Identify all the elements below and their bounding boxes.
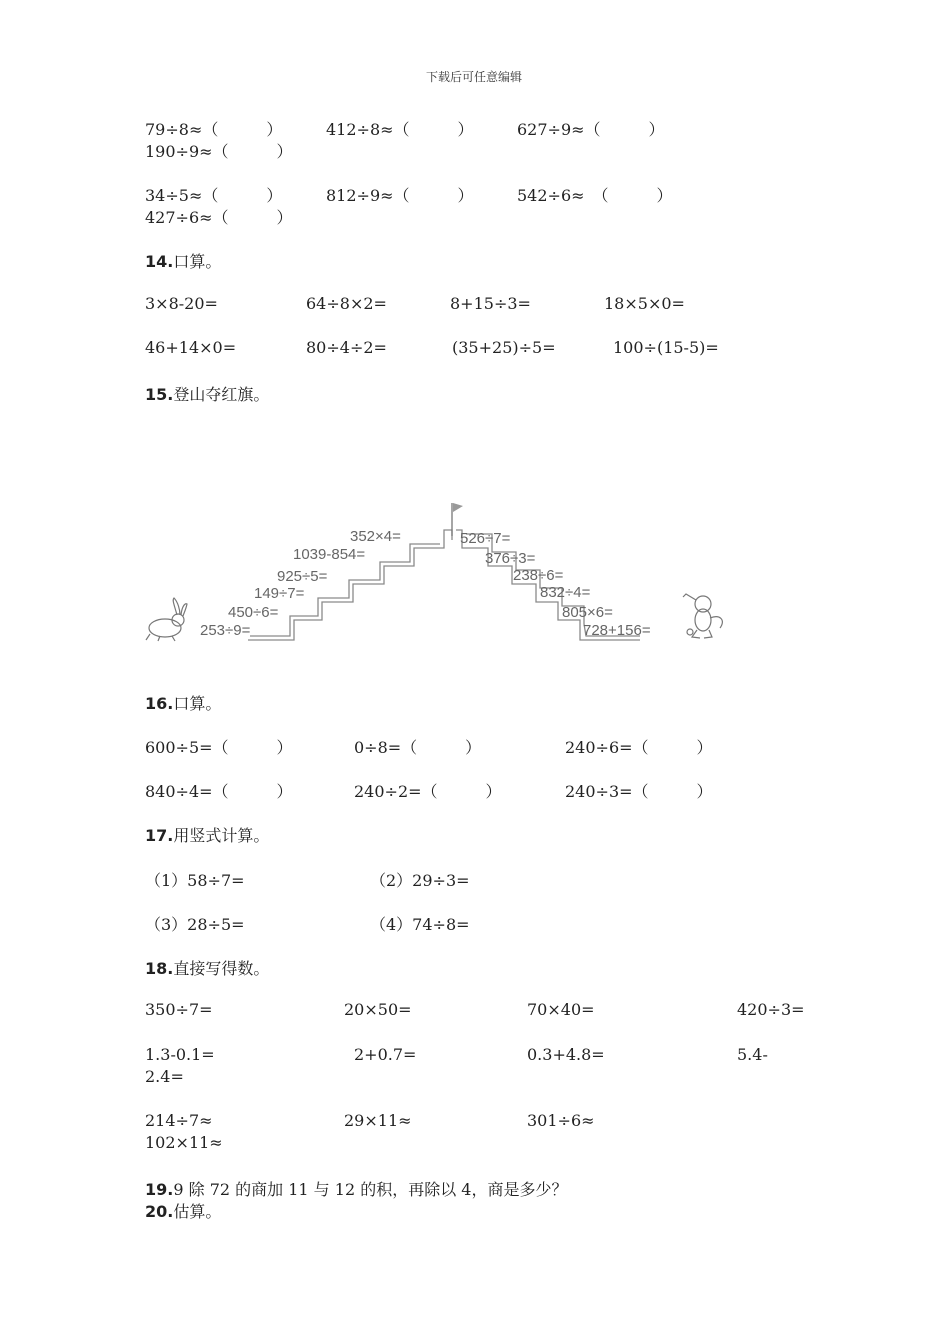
q16-item: 0÷8=（ ） [354,738,482,757]
estimate-item: 812÷9≈（ ） [326,186,474,205]
q18-item: 214÷7≈ [145,1111,213,1130]
q18-item: 20×50= [344,1000,412,1019]
step-label: 376÷3= [485,550,536,567]
question-number: 16. [145,694,174,713]
question-19-title [145,1177,567,1200]
question-18-title [145,956,269,979]
q16-item: 240÷3=（ ） [565,782,713,801]
question-16-title [145,691,221,714]
question-text: 用竖式计算。 [173,826,270,845]
question-number: 20. [145,1202,174,1221]
step-label: 832÷4= [540,584,591,601]
step-label: 352×4= [350,528,401,545]
q18-item: 70×40= [527,1000,595,1019]
q16-item: 840÷4=（ ） [145,782,293,801]
question-number: 15. [145,385,174,404]
estimate-item: 79÷8≈（ ） [145,120,283,139]
q18-item: 5.4- [737,1045,768,1064]
question-text: 直接写得数。 [173,959,270,978]
question-text: 口算。 [173,252,222,271]
rabbit-icon [146,598,187,641]
q18-item: 1.3-0.1= [145,1045,215,1064]
question-number: 18. [145,959,174,978]
q16-item: 240÷6=（ ） [565,738,713,757]
question-number: 17. [145,826,174,845]
step-label: 925÷5= [277,568,328,585]
q18-item: 2.4= [145,1067,184,1086]
q17-item: （1）58÷7= [145,871,245,890]
step-label: 253÷9= [200,622,251,639]
q14-item: (35+25)÷5= [452,338,556,357]
q18-item: 0.3+4.8= [527,1045,605,1064]
q18-item: 2+0.7= [354,1045,417,1064]
estimate-item: 412÷8≈（ ） [326,120,474,139]
q18-item: 420÷3= [737,1000,805,1019]
q14-item: 64÷8×2= [306,294,387,313]
estimate-item: 190÷9≈（ ） [145,142,293,161]
q14-item: 46+14×0= [145,338,237,357]
step-label: 728+156= [583,622,651,639]
q18-item: 102×11≈ [145,1133,223,1152]
q17-item: （3）28÷5= [145,915,245,934]
question-number: 14. [145,252,174,271]
question-text: 登山夺红旗。 [173,385,270,404]
q16-item: 600÷5=（ ） [145,738,293,757]
page-header: 下载后可任意编辑 [426,70,523,84]
q14-item: 18×5×0= [604,294,685,313]
step-label: 1039-854= [293,546,366,563]
step-label: 149÷7= [254,585,305,602]
q18-item: 29×11≈ [344,1111,412,1130]
monkey-icon [683,594,722,638]
step-label: 450÷6= [228,604,279,621]
step-label: 805×6= [562,604,613,621]
q14-item: 8+15÷3= [450,294,531,313]
estimate-item: 34÷5≈（ ） [145,186,283,205]
q18-item: 301÷6≈ [527,1111,595,1130]
estimate-item: 542÷6≈ （ ） [517,186,673,205]
q14-item: 3×8-20= [145,294,218,313]
step-label: 526÷7= [460,530,511,547]
q17-item: （4）74÷8= [370,915,470,934]
question-text: 口算。 [173,694,222,713]
estimate-item: 427÷6≈（ ） [145,208,293,227]
step-label: 238÷6= [513,567,564,584]
q18-item: 350÷7= [145,1000,213,1019]
question-number: 19. [145,1180,174,1199]
question-17-title [145,823,269,846]
question-text: 估算。 [173,1202,222,1221]
estimate-item: 627÷9≈（ ） [517,120,665,139]
red-flag-icon [453,503,463,512]
q17-item: （2）29÷3= [370,871,470,890]
q16-item: 240÷2=（ ） [354,782,502,801]
question-text: 9 除 72 的商加 11 与 12 的积，再除以 4，商是多少？ [173,1180,568,1199]
q14-item: 80÷4÷2= [306,338,387,357]
question-20-title [145,1199,221,1222]
q14-item: 100÷(15-5)= [613,338,719,357]
